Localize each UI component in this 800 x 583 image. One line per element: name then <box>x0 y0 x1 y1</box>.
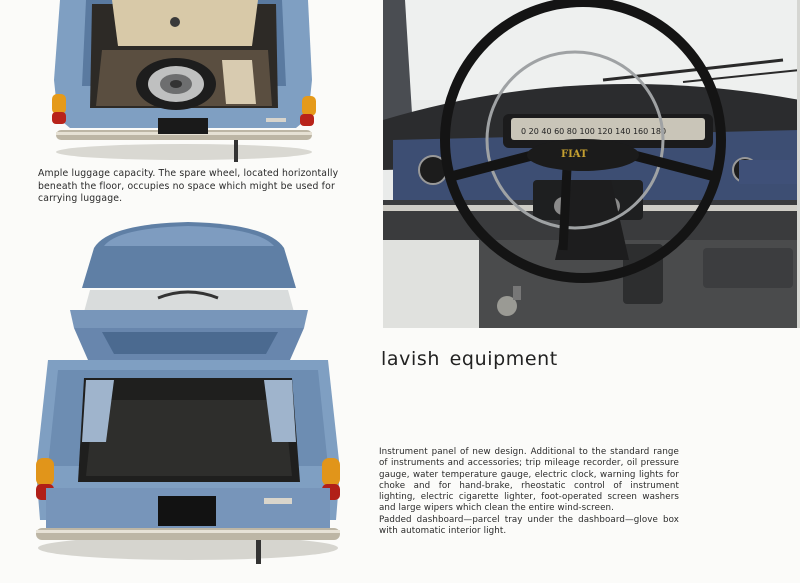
dashboard-paragraph: Padded dashboard—parcel tray under the dashboard—glove box with automatic interior light. <box>379 514 679 537</box>
luggage-caption: Ample luggage capacity. The spare wheel, located horizontally beneath the floor, occupies no space which might be used for carrying luggage. <box>38 168 339 205</box>
speedometer-scale: 0 20 40 60 80 100 120 140 160 180 <box>521 127 667 136</box>
trunk-open-photo <box>28 220 348 568</box>
section-heading: lavish equipment <box>381 348 558 370</box>
fiat-badge: FIAT <box>561 149 588 160</box>
trunk-spare-wheel-photo <box>46 0 322 166</box>
dashboard-photo <box>383 0 800 328</box>
instrument-panel-paragraph: Instrument panel of new design. Additional to the standard range of instruments and accessories; trip mileage recorder, oil pressure gauge, water temperature gauge, electric clock, warning lights for choke and for hand-brake, rheostatic control of instrument lighting, electric cigarette lighter, foot-operated screen washers and large wipers which clean the entire wind-screen. <box>379 447 679 514</box>
section-body <box>379 447 679 537</box>
